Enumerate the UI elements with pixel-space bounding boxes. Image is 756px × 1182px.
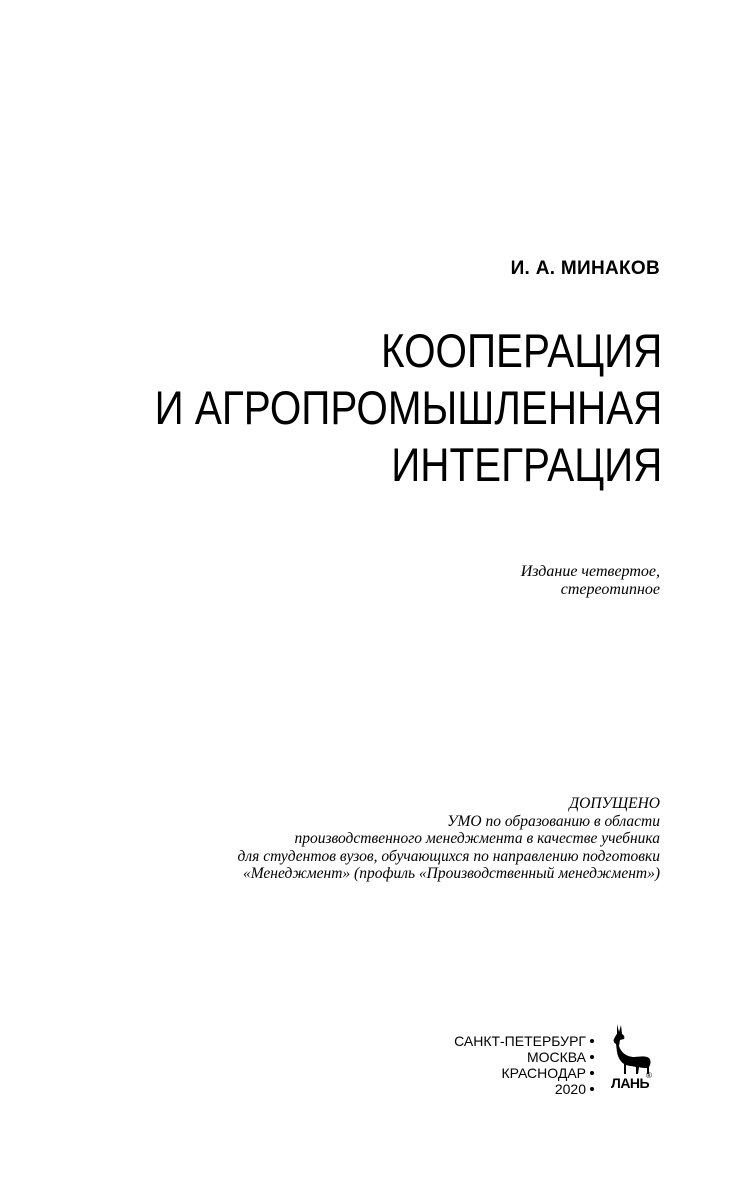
city-krasnodar: КРАСНОДАР	[501, 1065, 586, 1081]
approval-line-4: для студентов вузов, обучающихся по направлению подготовки	[237, 847, 660, 865]
city-moscow: МОСКВА	[526, 1049, 586, 1065]
city-saint-petersburg: САНКТ-ПЕТЕРБУРГ	[454, 1033, 586, 1049]
publication-year: 2020	[554, 1081, 586, 1097]
title-line-2: И АГРОПРОМЫШЛЕННАЯ	[154, 381, 662, 434]
approval-stamp-text	[238, 795, 660, 883]
book-title	[154, 322, 662, 493]
year-row	[454, 1081, 594, 1097]
author-name: И. А. МИНАКОВ	[510, 258, 660, 279]
registered-mark: ®	[646, 1071, 652, 1080]
edition-line-1: Издание четвертое,	[520, 563, 660, 580]
edition-line-2: стереотипное	[560, 581, 660, 598]
city-row	[454, 1065, 594, 1081]
city-row	[454, 1049, 594, 1065]
bullet-dot	[590, 1087, 594, 1091]
bullet-dot	[590, 1039, 594, 1043]
city-row	[454, 1033, 594, 1049]
approval-line-1: ДОПУЩЕНО	[569, 795, 660, 812]
edition-note	[521, 563, 660, 599]
approval-line-2: УМО по образованию в области	[447, 812, 660, 830]
publisher-cities	[454, 1033, 594, 1097]
title-line-3: ИНТЕГРАЦИЯ	[390, 438, 662, 491]
approval-line-5: «Менеджмент» (профиль «Производственный менеджмент»)	[242, 865, 660, 882]
publisher-name: ЛАНЬ	[611, 1075, 650, 1091]
title-line-1: КООПЕРАЦИЯ	[380, 324, 662, 377]
bullet-dot	[590, 1071, 594, 1075]
approval-line-3: производственного менеджмента в качестве учебника	[294, 830, 660, 847]
bullet-dot	[590, 1055, 594, 1059]
